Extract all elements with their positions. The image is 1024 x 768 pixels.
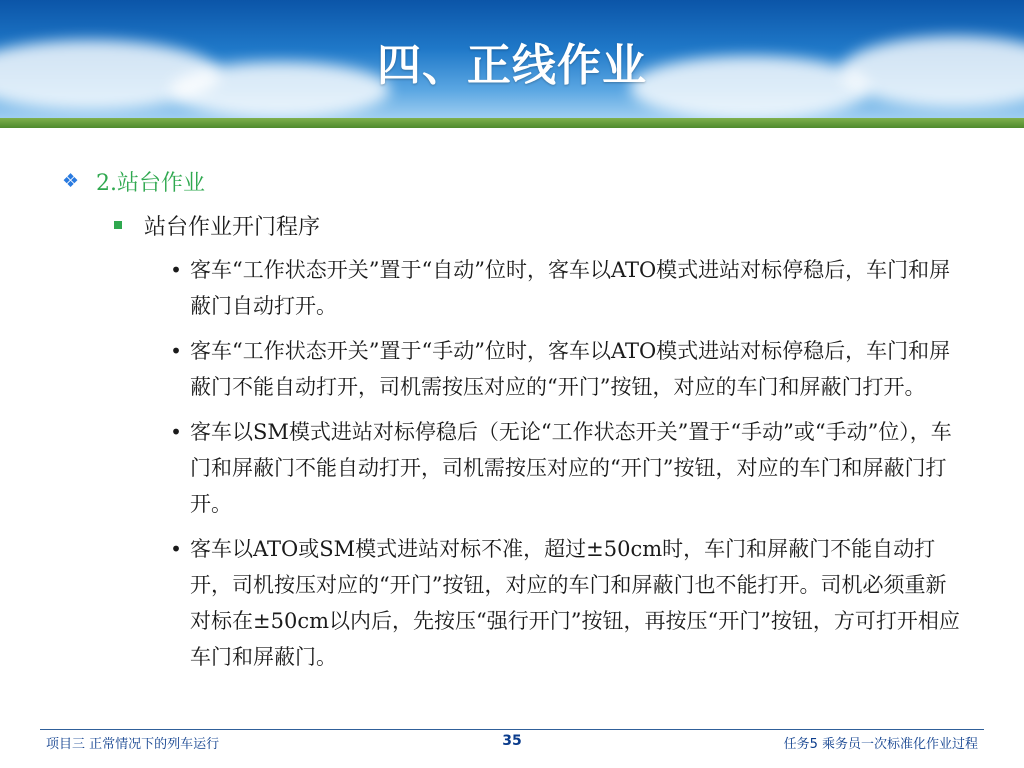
header-banner [0,0,1024,128]
list-item [162,531,962,675]
slide-title: 四、正线作业 [377,40,647,91]
diamond-bullet-icon: ❖ [62,170,80,192]
footer-divider [40,729,984,730]
level1-heading: 2.站台作业 [96,170,205,196]
level2-heading: 站台作业开门程序 [144,214,321,240]
procedure-list [162,252,962,684]
page-number: 35 [502,733,522,749]
list-item-text: 客车以ATO或SM模式进站对标不准，超过±50cm时，车门和屏蔽门不能自动打开，司机按压对应的“开门”按钮，对应的车门和屏蔽门也不能打开。司机必须重新对标在±50cm以内后，先按压“强行开门”按钮，再按压“开门”按钮，方可打开相应车门和屏蔽门。 [190,537,960,669]
footer-task-label: 任务5 乘务员一次标准化作业过程 [783,737,978,752]
footer-project-label: 项目三 正常情况下的列车运行 [46,737,220,752]
dot-bullet-icon: • [170,420,182,444]
grass-strip [0,118,1024,128]
dot-bullet-icon: • [170,258,182,282]
list-item [162,414,962,522]
list-item-text: 客车“工作状态开关”置于“自动”位时，客车以ATO模式进站对标停稳后，车门和屏蔽门自动打开。 [190,258,951,318]
dot-bullet-icon: • [170,339,182,363]
outline-level2-item [114,210,320,240]
dot-bullet-icon: • [170,537,182,561]
outline-level1-item [62,166,205,196]
list-item-text: 客车“工作状态开关”置于“手动”位时，客车以ATO模式进站对标停稳后，车门和屏蔽门不能自动打开，司机需按压对应的“开门”按钮，对应的车门和屏蔽门打开。 [190,339,951,399]
list-item [162,333,962,405]
list-item [162,252,962,324]
square-bullet-icon [114,221,122,229]
list-item-text: 客车以SM模式进站对标停稳后（无论“工作状态开关”置于“手动”或“手动”位），车门和屏蔽门不能自动打开，司机需按压对应的“开门”按钮，对应的车门和屏蔽门打开。 [190,420,952,516]
